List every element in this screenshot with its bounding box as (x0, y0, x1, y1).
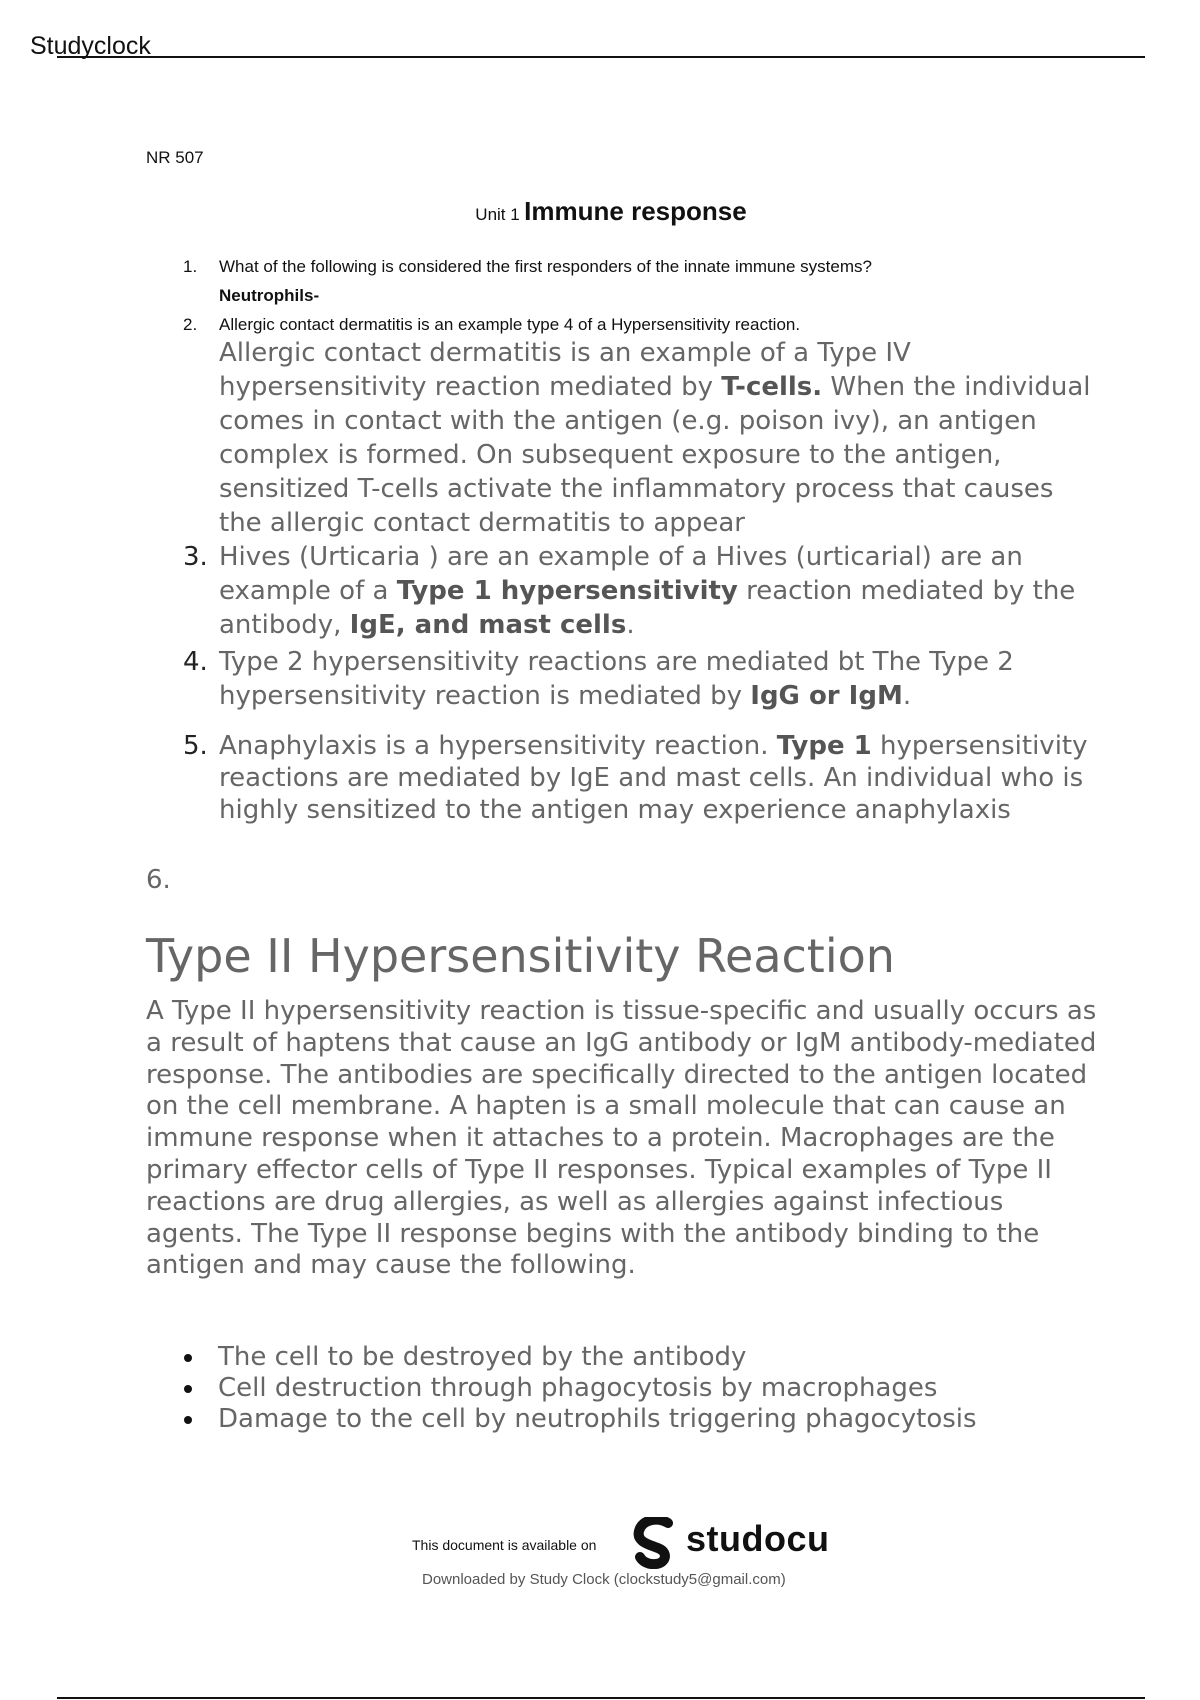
item-3 (183, 540, 1093, 642)
item-4-number: 4. (183, 647, 208, 677)
bullet-text: Damage to the cell by neutrophils triggering phagocytosis (218, 1404, 977, 1434)
section-paragraph: A Type II hypersensitivity reaction is tissue-specific and usually occurs as a result of haptens that cause an IgG antibody or IgM antibody-mediated response. The antibodies are specifically directed to the antigen located on the cell membrane. A hapten is a small molecule that can cause an immune response when it attaches to a protein. Macrophages are the primary effector cells of Type II responses. Typical examples of Type II reactions are drug allergies, as well as allergies against infectious agents. The Type II response begins with the antibody binding to the antigen and may cause the following. (146, 996, 1097, 1281)
list-item (146, 1404, 1106, 1435)
footer-available-text: This document is available on (412, 1537, 597, 1553)
bullet-icon (184, 1354, 192, 1362)
item-3-text-post: . (626, 610, 635, 640)
item-5-text-pre: Anaphylaxis is a hypersensitivity reaction. (219, 731, 777, 761)
question-1-number: 1. (183, 257, 198, 276)
item-5 (183, 730, 1093, 826)
question-1 (183, 252, 1063, 310)
question-2-number: 2. (183, 315, 198, 334)
question-list (183, 252, 1063, 339)
item-2-explanation (183, 336, 1093, 540)
bullet-icon (184, 1385, 192, 1393)
header-brand: Studyclock (30, 32, 151, 60)
list-item (146, 1373, 1106, 1404)
item-3-number: 3. (183, 542, 208, 572)
item-4 (183, 645, 1093, 713)
bullet-text: The cell to be destroyed by the antibody (218, 1342, 747, 1372)
item-6-number: 6. (146, 865, 171, 895)
question-2 (183, 310, 1063, 339)
list-item (146, 1342, 1106, 1373)
question-1-text: What of the following is considered the first responders of the innate immune systems? (219, 257, 872, 276)
question-2-text: Allergic contact dermatitis is an example type 4 of a Hypersensitivity reaction. (219, 315, 801, 334)
item-4-text-pre: Type 2 hypersensitivity reactions are mediated bt The Type 2 hypersensitivity reaction is mediated by (219, 647, 1014, 711)
item-3-text-bold-1: Type 1 hypersensitivity (396, 576, 738, 606)
document-title (146, 196, 1076, 227)
item-4-text-post: . (902, 681, 912, 711)
course-code: NR 507 (146, 148, 204, 167)
item-5-text-bold: Type 1 (776, 731, 872, 761)
page-header (30, 28, 1145, 60)
item-3-text-pre: Hives (Urticaria ) are an example of a Hives (urticarial) are an example of a (219, 542, 1023, 606)
item-2-text-pre: Allergic contact dermatitis is an example of a Type IV hypersensitivity reaction mediated by (219, 338, 911, 402)
studocu-logo-text: studocu (686, 1518, 830, 1559)
item-3-text-mid: reaction mediated by the antibody, (219, 576, 1076, 640)
bullet-list (146, 1342, 1106, 1435)
item-2-text-bold: T-cells. (721, 372, 823, 402)
item-2-text-post: When the individual comes in contact with the antigen (e.g. poison ivy), an antigen complex is formed. On subsequent exposure to the antigen, sensitized T-cells activate the inflammatory process that causes the allergic contact dermatitis to appear (219, 372, 1091, 538)
section-heading: Type II Hypersensitivity Reaction (146, 929, 895, 983)
question-1-answer: Neutrophils- (219, 286, 320, 305)
footer-rule (57, 1697, 1145, 1699)
bullet-icon (184, 1416, 192, 1424)
studocu-logo-icon (630, 1517, 680, 1569)
title-unit: Unit 1 (475, 205, 520, 224)
item-5-text-post: hypersensitivity reactions are mediated by IgE and mast cells. An individual who is highly sensitized to the antigen may experience anaphylaxis (219, 731, 1088, 825)
item-3-text-bold-2: IgE, and mast cells (349, 610, 627, 640)
item-5-number: 5. (183, 731, 208, 761)
bullet-text: Cell destruction through phagocytosis by macrophages (218, 1373, 938, 1403)
item-4-text-bold: IgG or IgM (750, 681, 903, 711)
title-main: Immune response (524, 196, 747, 226)
footer-downloaded-text: Downloaded by Study Clock (clockstudy5@gmail.com) (422, 1571, 786, 1588)
header-rule (57, 56, 1145, 58)
